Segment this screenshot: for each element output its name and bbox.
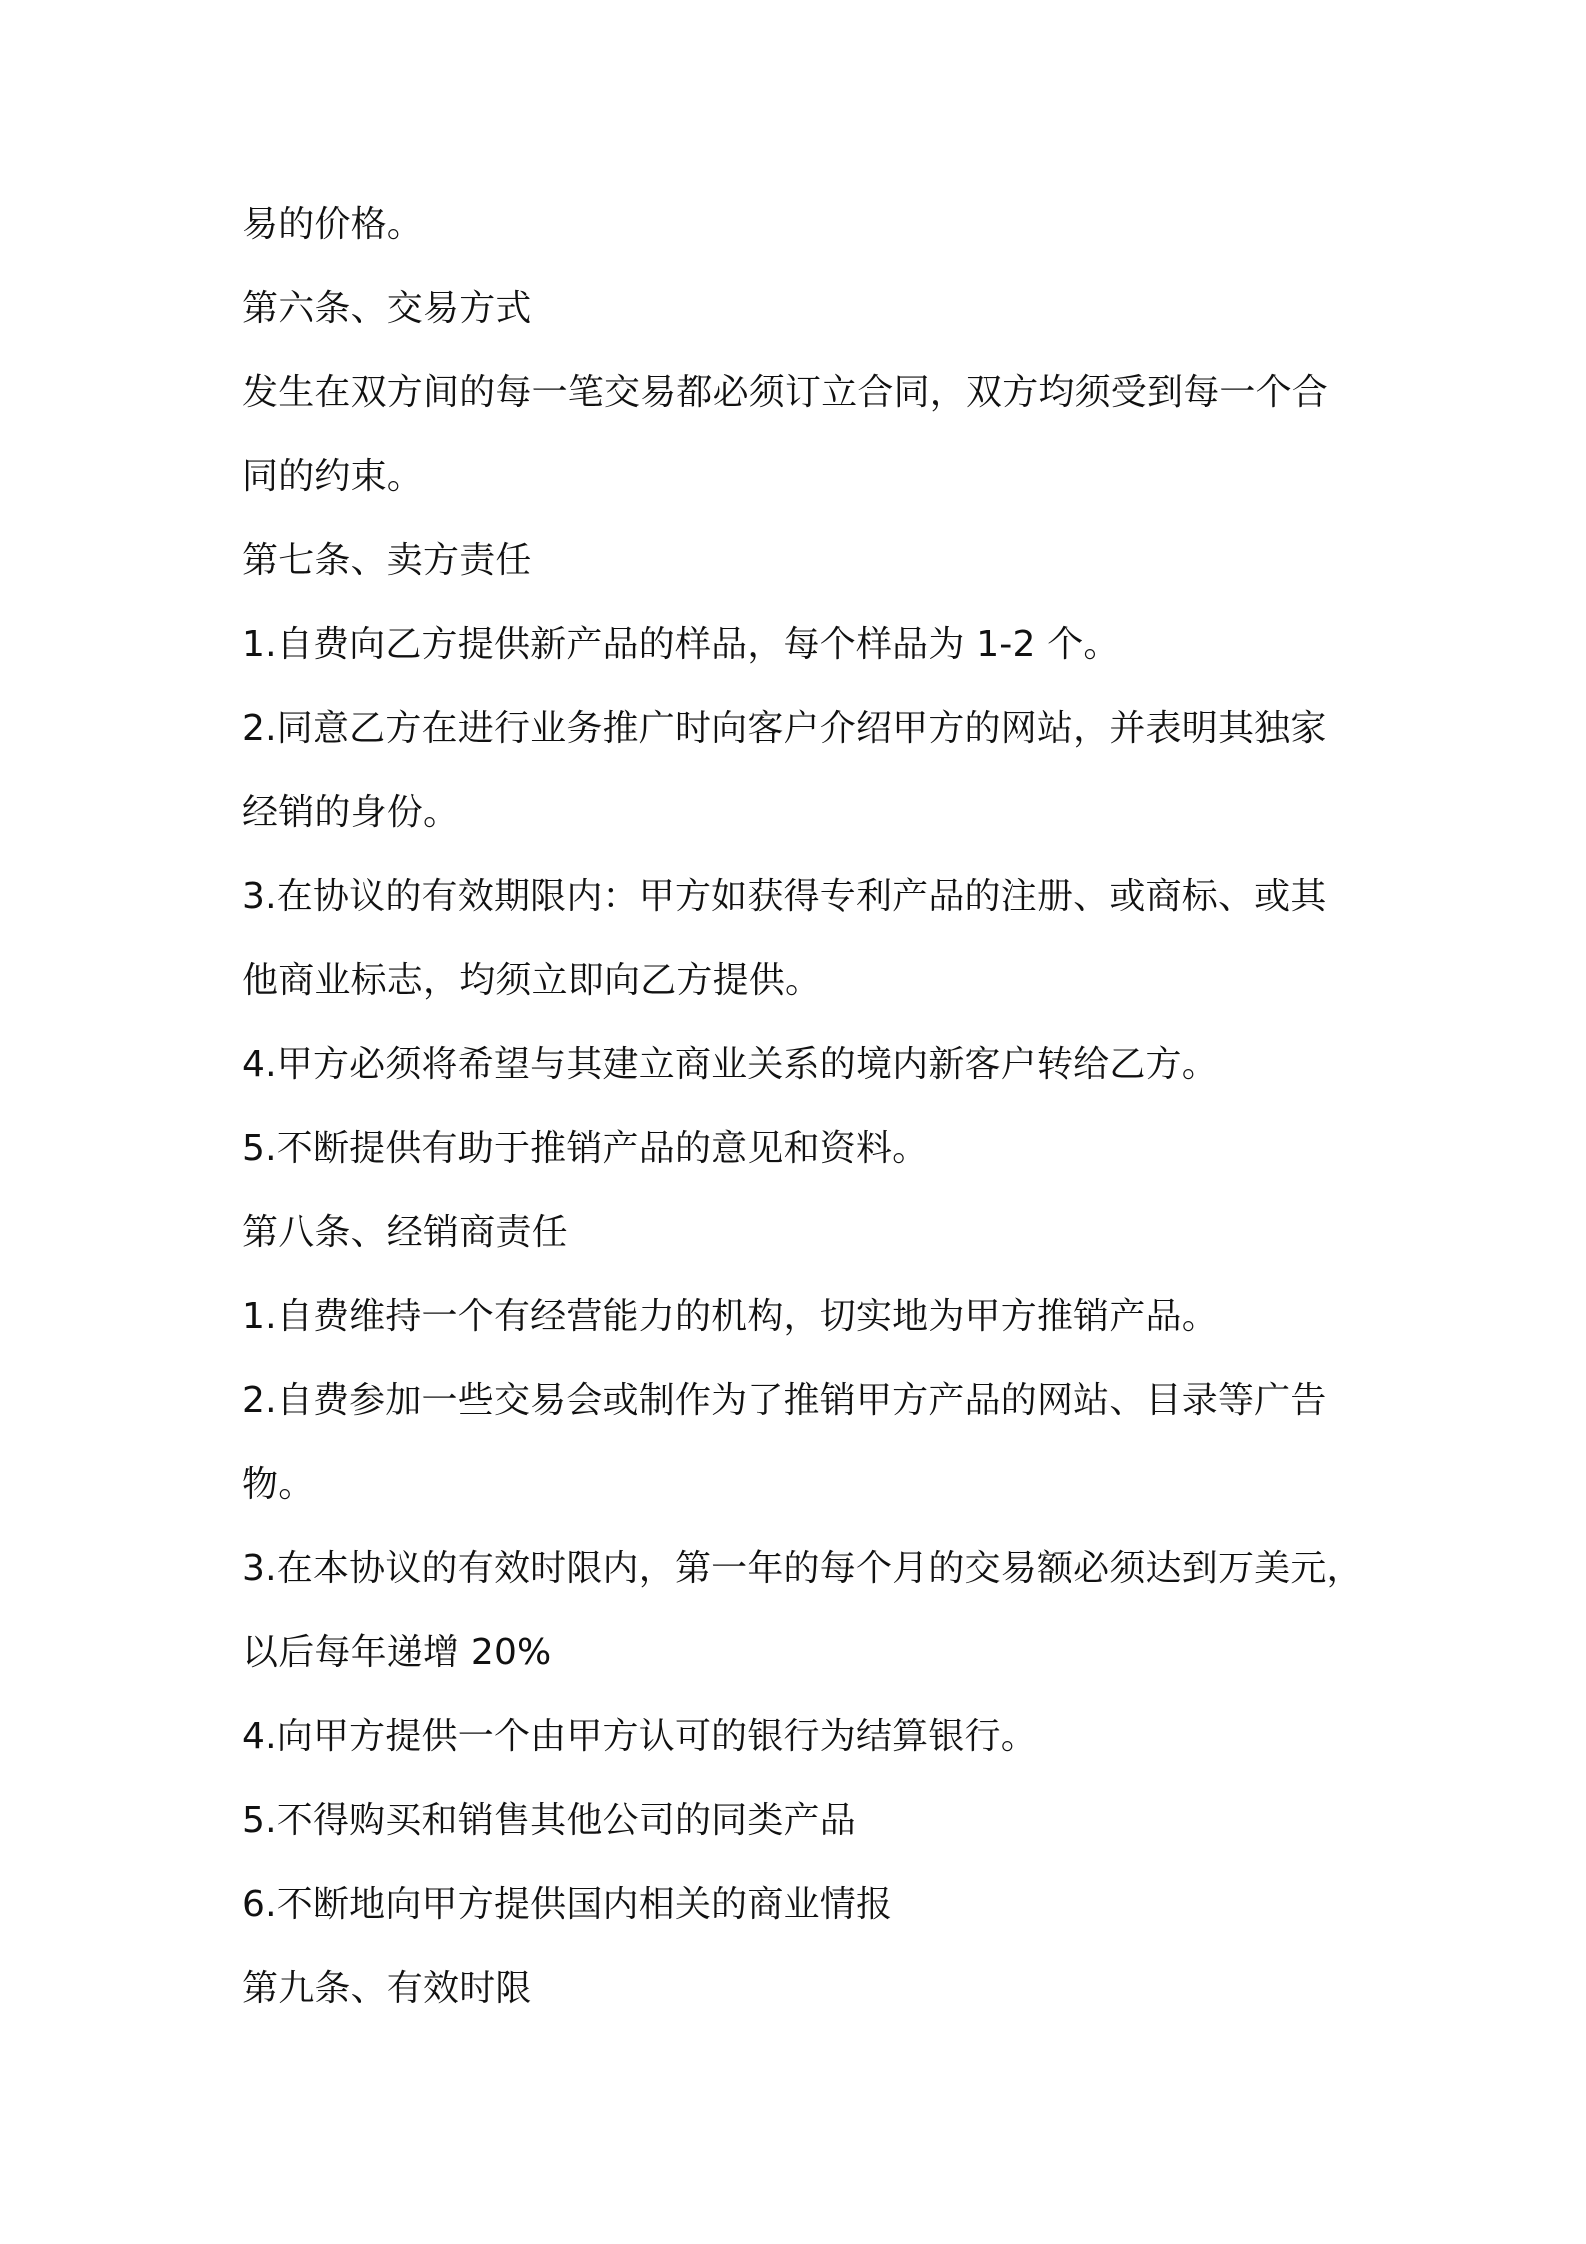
article-7-item-2-line-2: 经销的身份。 bbox=[242, 792, 460, 833]
article-8-item-1: 1.自费维持一个有经营能力的机构，切实地为甲方推销产品。 bbox=[242, 1296, 1218, 1337]
article-8-item-2-line-2: 物。 bbox=[242, 1464, 315, 1505]
article-8-item-3-line-1: 3.在本协议的有效时限内，第一年的每个月的交易额必须达到万美元， bbox=[242, 1548, 1363, 1589]
article-7-item-2-line-1: 2.同意乙方在进行业务推广时向客户介绍甲方的网站，并表明其独家 bbox=[242, 708, 1327, 749]
article-7-item-5: 5.不断提供有助于推销产品的意见和资料。 bbox=[242, 1128, 929, 1169]
article-6-heading: 第六条、交易方式 bbox=[242, 288, 532, 329]
article-7-item-3-line-1: 3.在协议的有效期限内：甲方如获得专利产品的注册、或商标、或其 bbox=[242, 876, 1327, 917]
article-8-item-2-line-1: 2.自费参加一些交易会或制作为了推销甲方产品的网站、目录等广告 bbox=[242, 1380, 1327, 1421]
line-continuation-price: 易的价格。 bbox=[242, 204, 424, 245]
article-7-item-3-line-2: 他商业标志，均须立即向乙方提供。 bbox=[242, 960, 822, 1001]
article-8-item-6: 6.不断地向甲方提供国内相关的商业情报 bbox=[242, 1884, 893, 1925]
article-9-heading: 第九条、有效时限 bbox=[242, 1968, 532, 2009]
article-6-body-line-1: 发生在双方间的每一笔交易都必须订立合同，双方均须受到每一个合 bbox=[242, 372, 1329, 413]
article-7-heading: 第七条、卖方责任 bbox=[242, 540, 532, 581]
article-7-item-4: 4.甲方必须将希望与其建立商业关系的境内新客户转给乙方。 bbox=[242, 1044, 1218, 1085]
article-8-item-5: 5.不得购买和销售其他公司的同类产品 bbox=[242, 1800, 856, 1841]
article-6-body-line-2: 同的约束。 bbox=[242, 456, 424, 497]
article-7-item-1: 1.自费向乙方提供新产品的样品，每个样品为 1-2 个。 bbox=[242, 624, 1120, 665]
article-8-heading: 第八条、经销商责任 bbox=[242, 1212, 568, 1253]
article-8-item-4: 4.向甲方提供一个由甲方认可的银行为结算银行。 bbox=[242, 1716, 1037, 1757]
article-8-item-3-line-2: 以后每年递增 20% bbox=[242, 1632, 552, 1673]
